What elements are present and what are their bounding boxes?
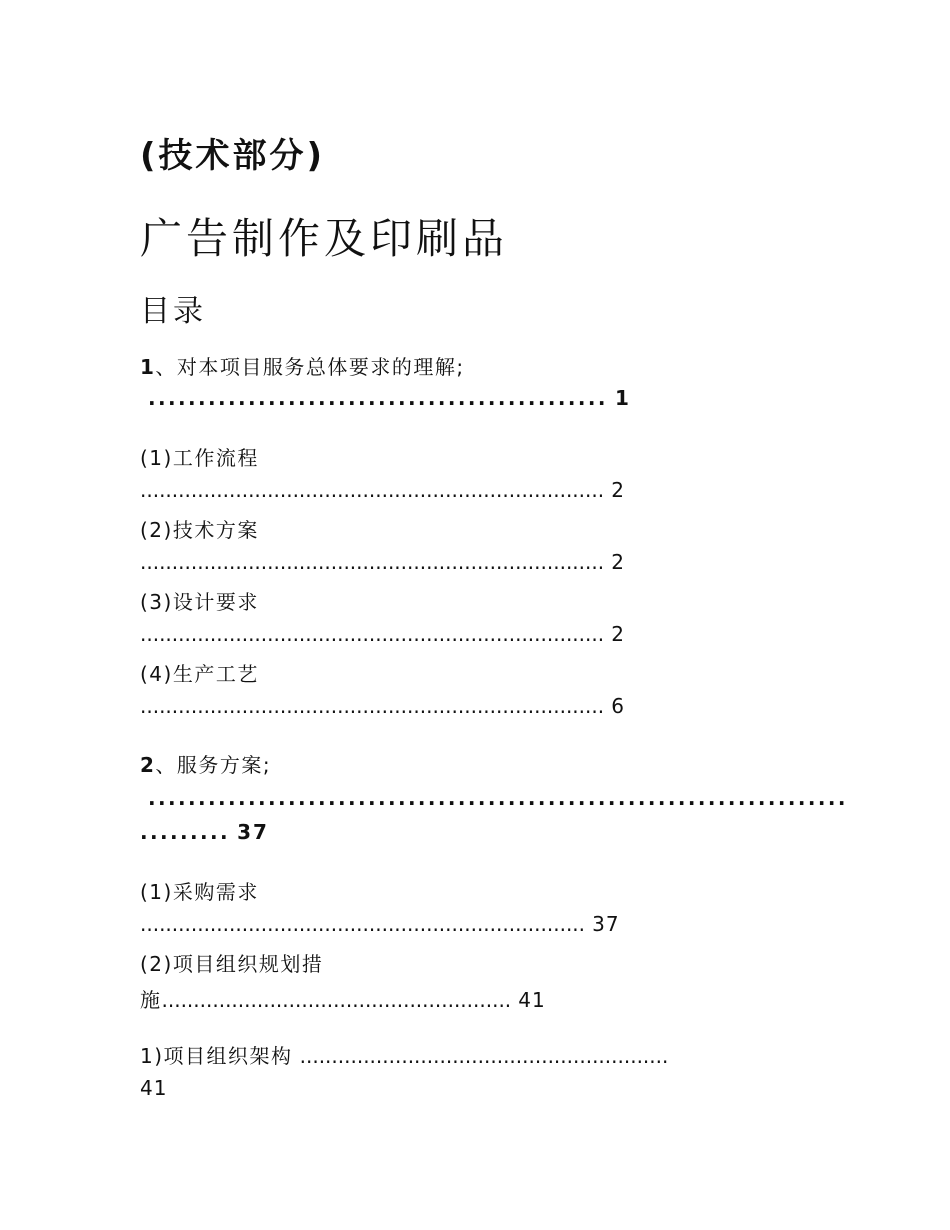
toc-page-number: 41 bbox=[518, 988, 546, 1012]
toc-item-procurement-needs-leader bbox=[140, 912, 620, 936]
toc-page-number: 37 bbox=[237, 820, 269, 844]
toc-page-number: 37 bbox=[592, 912, 620, 936]
toc-section-number: 2 bbox=[140, 753, 156, 777]
toc-section-title: 、服务方案; bbox=[155, 753, 272, 777]
toc-item-work-process[interactable]: (1)工作流程 bbox=[140, 446, 259, 470]
toc-item-technical-plan-leader bbox=[140, 550, 625, 574]
toc-item-organization-structure[interactable] bbox=[140, 1040, 668, 1069]
toc-item-work-process-leader bbox=[140, 478, 625, 502]
toc-item-production-process-leader bbox=[140, 694, 625, 718]
toc-item-production-process[interactable]: (4)生产工艺 bbox=[140, 662, 259, 686]
toc-item-organization-planning[interactable]: (2)项目组织规划措 bbox=[140, 952, 324, 976]
toc-leader-dots: ......................................................................... bbox=[140, 622, 605, 646]
toc-page-number: 6 bbox=[611, 694, 625, 718]
toc-item-technical-plan[interactable]: (2)技术方案 bbox=[140, 518, 259, 542]
toc-heading: 目录 bbox=[140, 294, 206, 329]
toc-leader-dots: ......................................................................... bbox=[140, 694, 605, 718]
toc-leader-dots: ...................................................................... bbox=[140, 912, 586, 936]
toc-section-title: 、对本项目服务总体要求的理解; bbox=[155, 355, 465, 379]
toc-section-number: 1 bbox=[140, 355, 156, 379]
document-title: 广告制作及印刷品 bbox=[140, 214, 509, 263]
toc-page-number: 1 bbox=[615, 386, 631, 410]
toc-section-2[interactable] bbox=[140, 749, 271, 778]
toc-leader-dots: ......................................................................... bbox=[140, 550, 605, 574]
toc-page-number: 2 bbox=[611, 478, 625, 502]
toc-leader-dots: ......... bbox=[140, 820, 230, 844]
toc-leader-dots: .......................................................... bbox=[299, 1044, 669, 1068]
toc-leader-dots: ......................................................................... bbox=[140, 478, 605, 502]
toc-item-design-requirements-leader bbox=[140, 622, 625, 646]
toc-item-design-requirements[interactable]: (3)设计要求 bbox=[140, 590, 259, 614]
toc-leader-dots: ....................................................... bbox=[161, 988, 512, 1012]
toc-item-label: 1)项目组织架构 bbox=[140, 1044, 293, 1068]
toc-section-2-leader-line-1 bbox=[148, 786, 848, 810]
toc-item-label-continued: 施 bbox=[140, 988, 162, 1012]
toc-leader-dots: ...................................................................... bbox=[148, 786, 848, 810]
toc-item-organization-planning-leader bbox=[140, 984, 546, 1013]
toc-page-number: 2 bbox=[611, 622, 625, 646]
toc-item-procurement-needs[interactable]: (1)采购需求 bbox=[140, 880, 259, 904]
toc-section-1-leader-line bbox=[148, 386, 631, 410]
toc-page-number: 41 bbox=[140, 1076, 168, 1100]
toc-leader-dots: .............................................. bbox=[148, 386, 608, 410]
toc-section-2-leader-line-2 bbox=[140, 820, 269, 844]
document-subtitle: (技术部分) bbox=[140, 136, 326, 176]
toc-section-1[interactable] bbox=[140, 351, 465, 380]
toc-page-number: 2 bbox=[611, 550, 625, 574]
